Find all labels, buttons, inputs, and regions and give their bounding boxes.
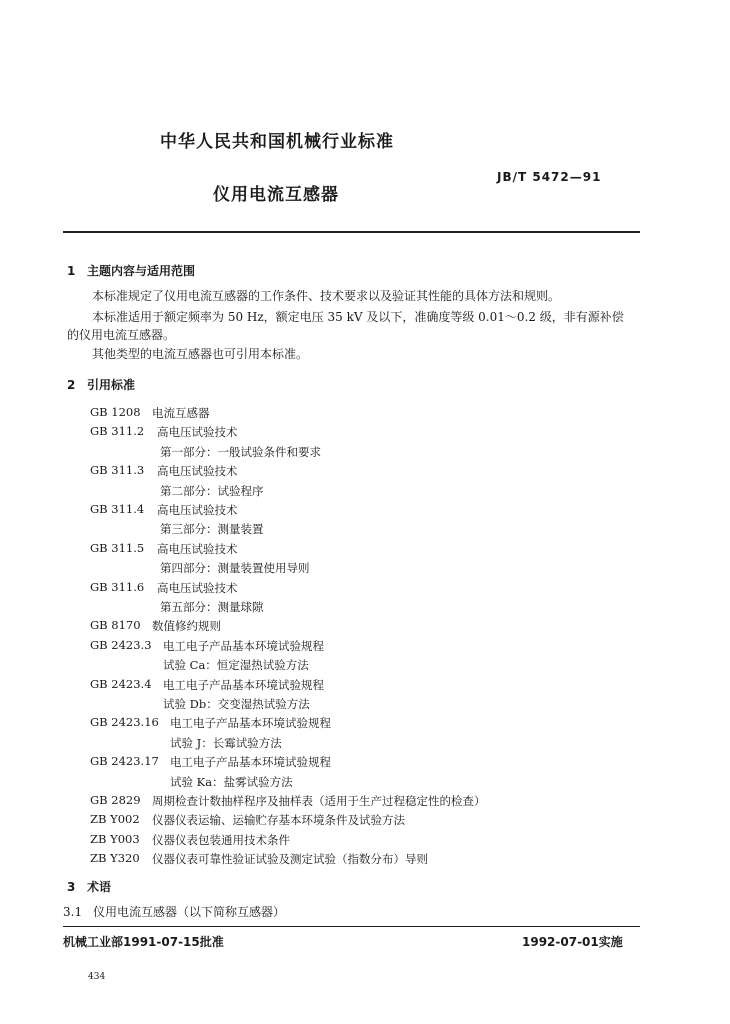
reference-code: GB 1208 bbox=[90, 405, 141, 419]
reference-title: 电工电子产品基本环境试验规程 bbox=[163, 678, 324, 692]
section-1-para-2-line-2: 的仪用电流互感器。 bbox=[67, 328, 176, 342]
subsection-3-1 bbox=[63, 902, 285, 922]
reference-title: 第一部分：一般试验条件和要求 bbox=[160, 445, 321, 459]
reference-title: 试验 Ka：盐雾试验方法 bbox=[170, 775, 293, 789]
reference-code: GB 2423.17 bbox=[90, 754, 159, 768]
page-number: 434 bbox=[88, 972, 106, 982]
subsection-title: 仪用电流互感器（以下简称互感器） bbox=[93, 905, 286, 919]
section-number: 3 bbox=[67, 880, 76, 894]
reference-code: ZB Y002 bbox=[90, 812, 140, 826]
reference-code: GB 311.5 bbox=[90, 541, 145, 555]
section-title: 引用标准 bbox=[87, 378, 136, 392]
section-1-heading bbox=[67, 262, 195, 279]
reference-title: 第三部分：测量装置 bbox=[160, 522, 264, 536]
section-title: 主题内容与适用范围 bbox=[87, 264, 196, 278]
section-1-para-2-line-1: 本标准适用于额定频率为 50 Hz，额定电压 35 kV 及以下，准确度等级 0.01～0.2 级，非有源补偿 bbox=[92, 310, 624, 324]
section-1-para-1: 本标准规定了仪用电流互感器的工作条件、技术要求以及验证其性能的具体方法和规则。 bbox=[92, 289, 561, 303]
reference-title: 电工电子产品基本环境试验规程 bbox=[170, 755, 331, 769]
reference-code: GB 2423.16 bbox=[90, 715, 159, 729]
reference-title: 试验 Ca：恒定湿热试验方法 bbox=[163, 658, 309, 672]
section-2-heading bbox=[67, 376, 135, 393]
reference-title: 电工电子产品基本环境试验规程 bbox=[163, 639, 324, 653]
reference-title: 高电压试验技术 bbox=[157, 542, 238, 556]
header-rule bbox=[63, 231, 640, 233]
subsection-number: 3.1 bbox=[63, 905, 83, 919]
reference-title: 电工电子产品基本环境试验规程 bbox=[170, 716, 331, 730]
reference-title: 电流互感器 bbox=[152, 406, 210, 420]
reference-title: 第二部分：试验程序 bbox=[160, 484, 264, 498]
document-title: 仪用电流互感器 bbox=[213, 185, 339, 205]
reference-code: ZB Y003 bbox=[90, 832, 140, 846]
standard-number: JB/T 5472—91 bbox=[497, 170, 602, 184]
section-number: 1 bbox=[67, 264, 76, 278]
reference-code: GB 311.6 bbox=[90, 580, 145, 594]
reference-title: 数值修约规则 bbox=[152, 619, 221, 633]
reference-code: GB 311.4 bbox=[90, 502, 145, 516]
reference-title: 高电压试验技术 bbox=[157, 425, 238, 439]
reference-code: ZB Y320 bbox=[90, 851, 140, 865]
reference-title: 周期检查计数抽样程序及抽样表（适用于生产过程稳定性的检查） bbox=[152, 794, 486, 808]
reference-title: 仪器仪表包装通用技术条件 bbox=[152, 833, 290, 847]
reference-code: GB 2423.3 bbox=[90, 638, 152, 652]
implementation-date: 1992-07-01实施 bbox=[522, 935, 623, 949]
footer-rule bbox=[63, 926, 640, 927]
approval-date: 机械工业部1991-07-15批准 bbox=[63, 935, 224, 949]
reference-title: 高电压试验技术 bbox=[157, 464, 238, 478]
section-1-para-3: 其他类型的电流互感器也可引用本标准。 bbox=[92, 347, 309, 361]
reference-title: 试验 Db：交变湿热试验方法 bbox=[163, 697, 310, 711]
standard-title: 中华人民共和国机械行业标准 bbox=[160, 132, 394, 152]
reference-title: 高电压试验技术 bbox=[157, 503, 238, 517]
reference-code: GB 8170 bbox=[90, 618, 141, 632]
reference-title: 试验 J：长霉试验方法 bbox=[170, 736, 282, 750]
reference-code: GB 311.3 bbox=[90, 463, 145, 477]
reference-title: 仪器仪表运输、运输贮存基本环境条件及试验方法 bbox=[152, 813, 405, 827]
section-title: 术语 bbox=[87, 880, 112, 894]
section-3-heading bbox=[67, 878, 111, 895]
reference-code: GB 2423.4 bbox=[90, 677, 152, 691]
reference-code: GB 2829 bbox=[90, 793, 141, 807]
reference-title: 高电压试验技术 bbox=[157, 581, 238, 595]
section-number: 2 bbox=[67, 378, 76, 392]
reference-code: GB 311.2 bbox=[90, 424, 145, 438]
reference-title: 仪器仪表可靠性验证试验及测定试验（指数分布）导则 bbox=[152, 852, 428, 866]
reference-title: 第五部分：测量球隙 bbox=[160, 600, 264, 614]
reference-title: 第四部分：测量装置使用导则 bbox=[160, 561, 310, 575]
